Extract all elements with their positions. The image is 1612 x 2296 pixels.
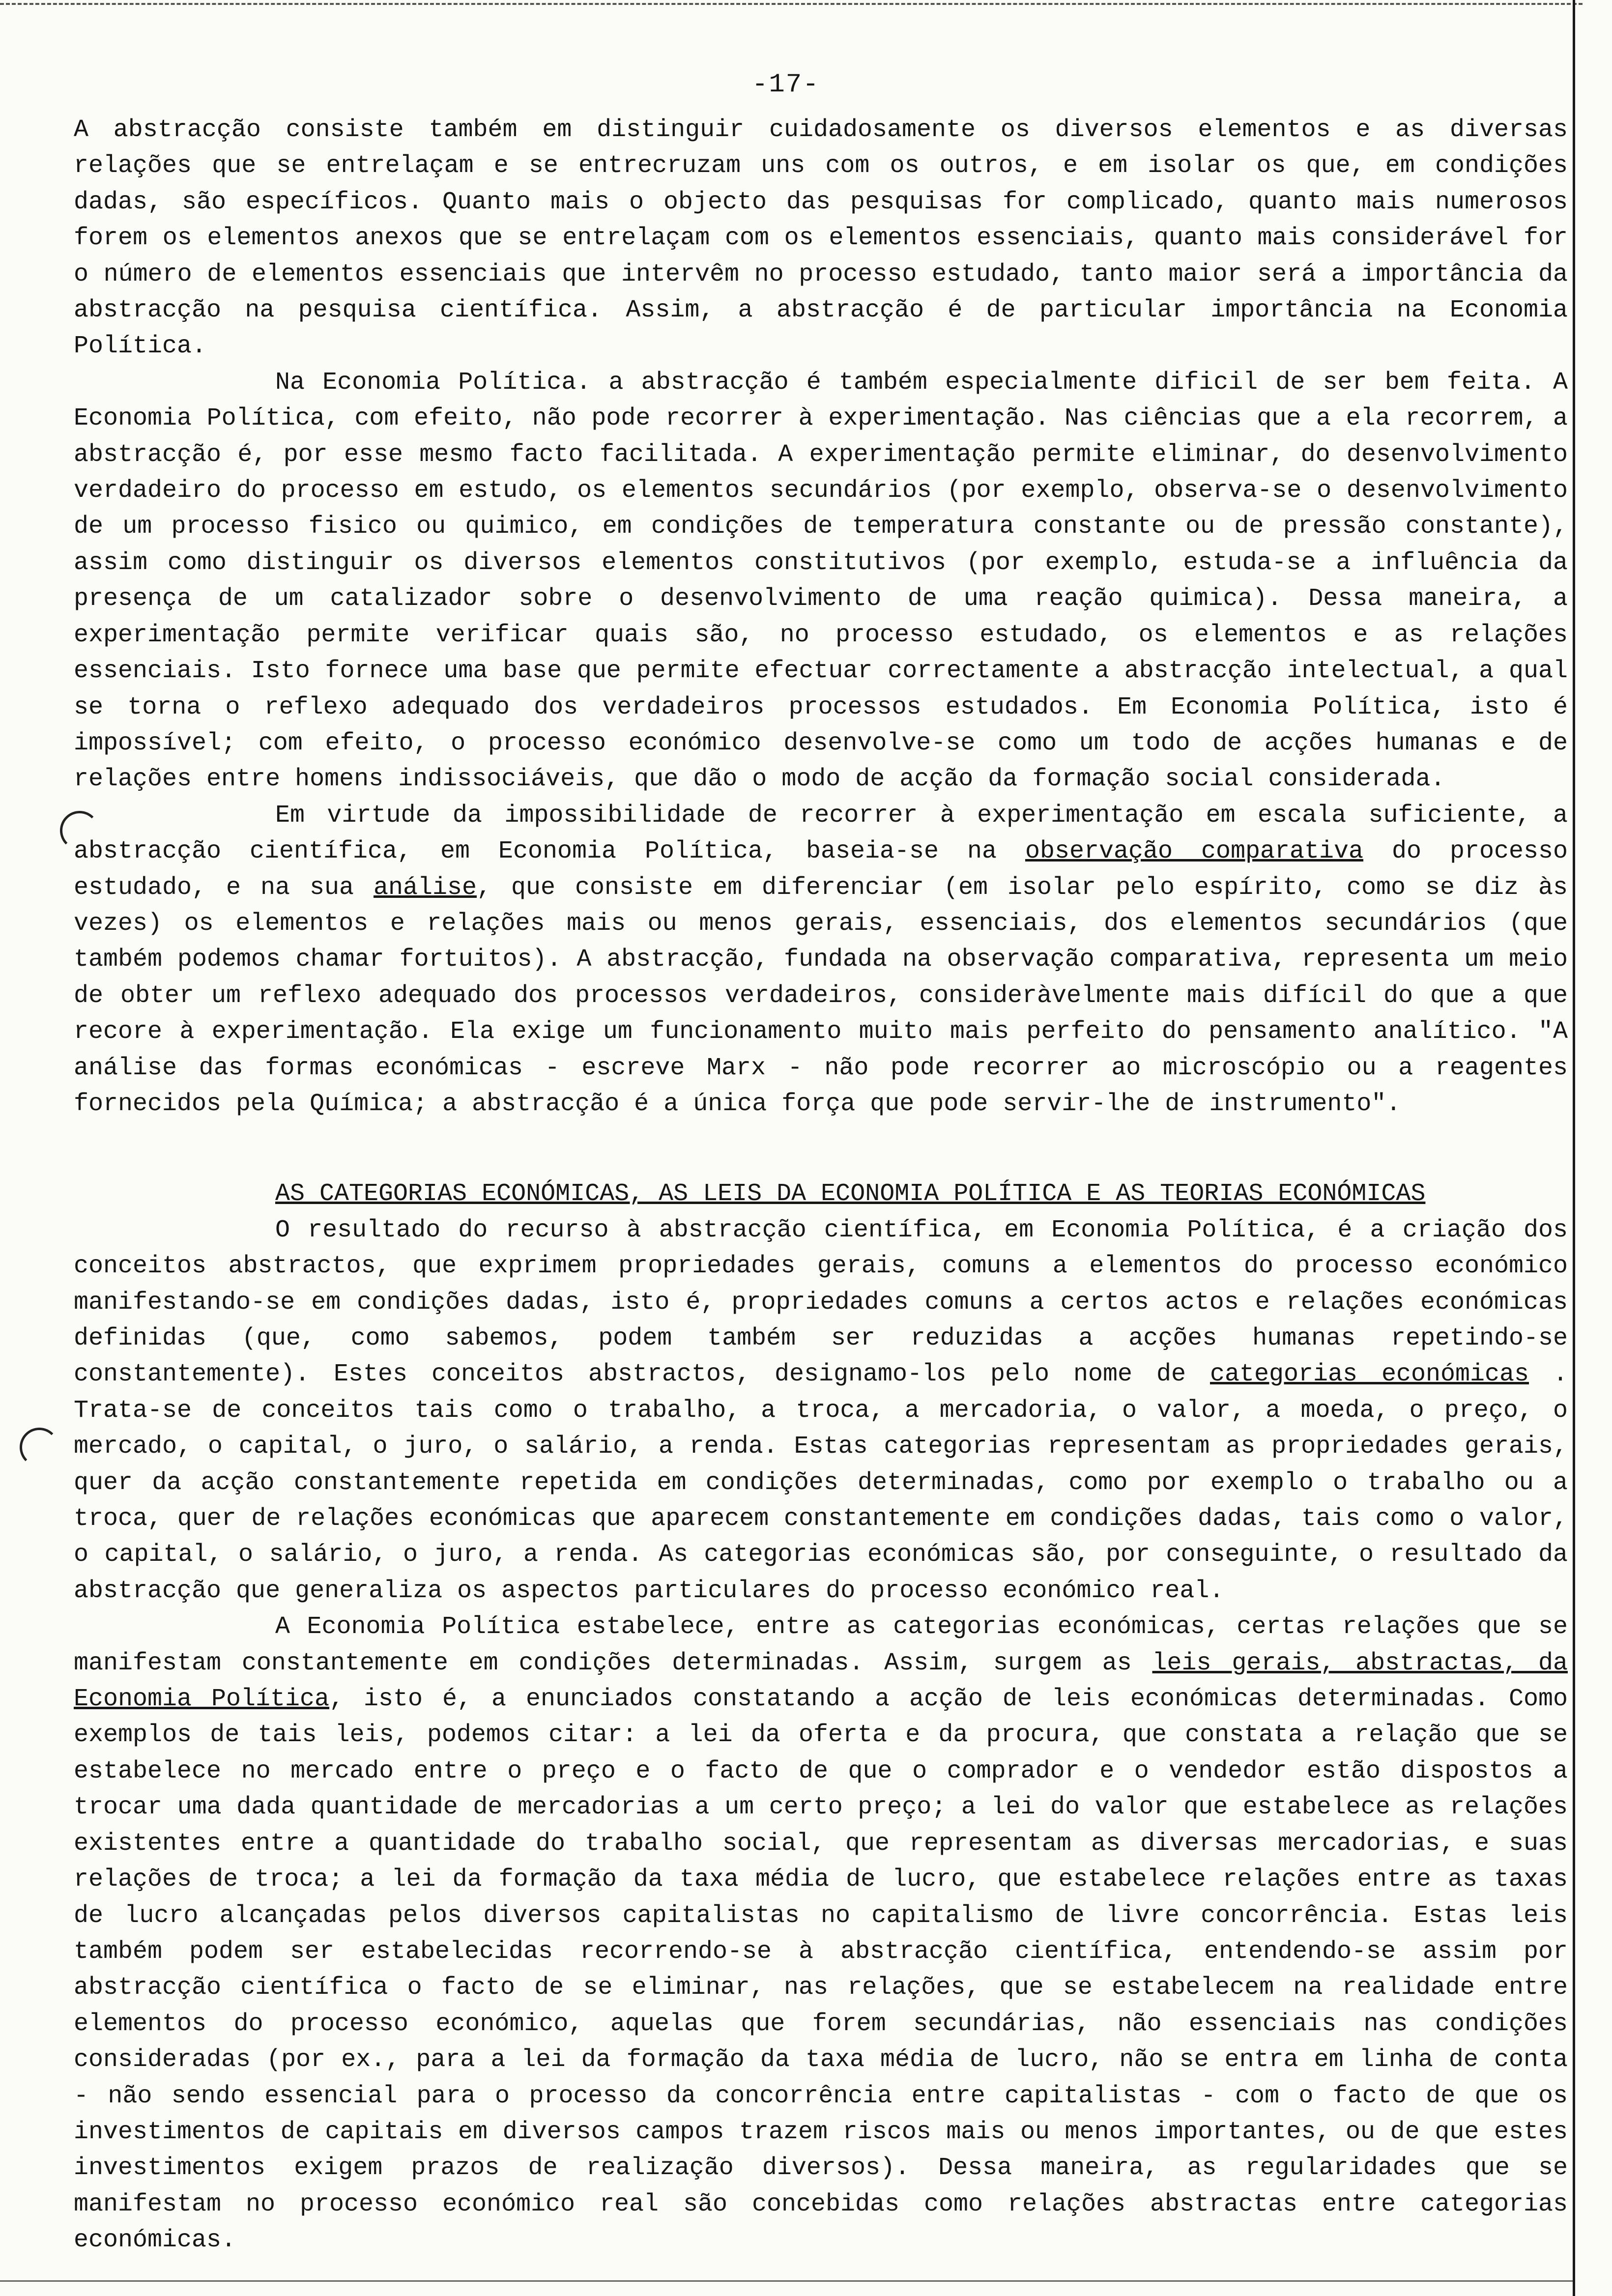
margin-mark-left-2 bbox=[20, 1428, 59, 1467]
right-margin-line bbox=[1573, 0, 1575, 2296]
paragraph-4 bbox=[74, 1212, 1568, 1609]
term-observacao-comparativa: observação comparativa bbox=[1025, 837, 1364, 866]
bottom-edge-rule bbox=[0, 2280, 1573, 2282]
paragraph-3-text-a: Em virtude da impossibilidade de recorrer à experimentação em escala suficiente, a abstracção científica, em Economia Política, baseia-se na bbox=[74, 801, 1568, 866]
document-body bbox=[74, 112, 1568, 2259]
term-leis-gerais: leis gerais, abstractas, da Economia Política bbox=[74, 1649, 1568, 1714]
paragraph-5 bbox=[74, 1609, 1568, 2258]
paragraph-5-text-b: , isto é, a enunciados constatando a acção de leis económicas determinadas. Como exemplos de tais leis, podemos citar: a lei da oferta e da procura, que constata a relação que se estabelece no mercado entre o preço e o facto de que o comprador e o vendedor estão dispostos a trocar uma dada quantidade de mercadorias a um certo preço; a lei do valor que estabelece as relações existentes entre a quantidade do trabalho social, que representam as diversas mercadorias, e suas relações de troca; a lei da formação da taxa média de lucro, que estabelece relações entre as taxas de lucro alcançadas pelos diversos capitalistas no capitalismo de livre concorrência. Estas leis também podem ser estabelecidas recorrendo-se à abstracção científica, entendendo-se assim por abstracção científica o facto de se eliminar, nas relações, que se estabelecem na realidade entre elementos do processo económico, aquelas que forem secundárias, não essenciais nas condições consideradas (por ex., para a lei da formação da taxa média de lucro, não se entra em linha de conta - não sendo essencial para o processo da concorrência entre capitalistas - com o facto de que os investimentos de capitais em diversos campos trazem riscos mais ou menos importantes, ou de que estes investimentos exigem prazos de realização diversos). Dessa maneira, as regularidades que se manifestam no processo económico real são concebidas como relações abstractas entre categorias económicas. bbox=[74, 1685, 1568, 2255]
paragraph-3-text-b: do processo estudado, e na sua bbox=[74, 837, 1568, 902]
paragraph-4-text-b: . Trata-se de conceitos tais como o trabalho, a troca, a mercadoria, o valor, a moeda, o preço, o mercado, o capital, o juro, o salário, a renda. Estas categorias representam as propriedades gerais, quer da acção constantemente repetida em condições determinadas, como por exemplo o trabalho ou a troca, quer de relações económicas que aparecem constantemente em condições dadas, tais como o valor, o capital, o salário, o juro, a renda. As categorias económicas são, por conseguinte, o resultado da abstracção que generaliza os aspectos particulares do processo económico real. bbox=[74, 1360, 1568, 1605]
paragraph-3 bbox=[74, 798, 1568, 1122]
section-heading: AS CATEGORIAS ECONÓMICAS, AS LEIS DA ECONOMIA POLÍTICA E AS TEORIAS ECONÓMICAS bbox=[275, 1180, 1426, 1208]
top-edge-rule bbox=[0, 3, 1583, 5]
paragraph-3-text-c: , que consiste em diferenciar (em isolar pelo espírito, como se diz às vezes) os elementos e relações mais ou menos gerais, essenciais, dos elementos secundários (que também podemos chamar fortuitos). A abstracção, fundada na observação comparativa, representa um meio de obter um reflexo adequado dos processos verdadeiros, consideràvelmente mais difícil do que a que recore à experimentação. Ela exige um funcionamento muito mais perfeito do pensamento analítico. "A análise das formas económicas - escreve Marx - não pode recorrer ao microscópio ou a reagentes fornecidos pela Química; a abstracção é a única força que pode servir-lhe de instrumento". bbox=[74, 873, 1568, 1118]
paragraph-5-text-a: A Economia Política estabelece, entre as categorias económicas, certas relações que se manifestam constantemente em condições determinadas. Assim, surgem as bbox=[74, 1613, 1568, 1677]
paragraph-2: Na Economia Política. a abstracção é também especialmente dificil de ser bem feita. A Economia Política, com efeito, não pode recorrer à experimentação. Nas ciências que a ela recorrem, a abstracção é, por esse mesmo facto facilitada. A experimentação permite eliminar, do desenvolvimento verdadeiro do processo em estudo, os elementos secundários (por exemplo, observa-se o desenvolvimento de um processo fisico ou quimico, em condições de temperatura constante ou de pressão constante), assim como distinguir os diversos elementos constitutivos (por exemplo, estuda-se a influência da presença de um catalizador sobre o desenvolvimento de uma reação quimica). Dessa maneira, a experimentação permite verificar quais são, no processo estudado, os elementos e as relações essenciais. Isto fornece uma base que permite efectuar correctamente a abstracção intelectual, a qual se torna o reflexo adequado dos verdadeiros processos estudados. Em Economia Política, isto é impossível; com efeito, o processo económico desenvolve-se como um todo de acções humanas e de relações entre homens indissociáveis, que dão o modo de acção da formação social considerada. bbox=[74, 368, 1568, 794]
term-analise: análise bbox=[373, 873, 477, 902]
paragraph-1: A abstracção consiste também em distinguir cuidadosamente os diversos elementos e as diversas relações que se entrelaçam e se entrecruzam uns com os outros, e em isolar os que, em condições dadas, são específicos. Quanto mais o objecto das pesquisas for complicado, quanto mais numerosos forem os elementos anexos que se entrelaçam com os elementos essenciais, quanto mais considerável for o número de elementos essenciais que intervêm no processo estudado, tanto maior será a importância da abstracção na pesquisa científica. Assim, a abstracção é de particular importância na Economia Política. bbox=[74, 116, 1568, 361]
term-categorias-economicas: categorias económicas bbox=[1209, 1360, 1529, 1389]
paragraph-4-text-a: O resultado do recurso à abstracção científica, em Economia Política, é a criação dos conceitos abstractos, que exprimem propriedades gerais, comuns a elementos do processo económico manifestando-se em condições dadas, isto é, propriedades comuns a certos actos e relações económicas definidas (que, como sabemos, podem também ser reduzidas a acções humanas repetindo-se constantemente). Estes conceitos abstractos, designamo-los pelo nome de bbox=[74, 1216, 1568, 1389]
page-number: -17- bbox=[752, 70, 820, 100]
